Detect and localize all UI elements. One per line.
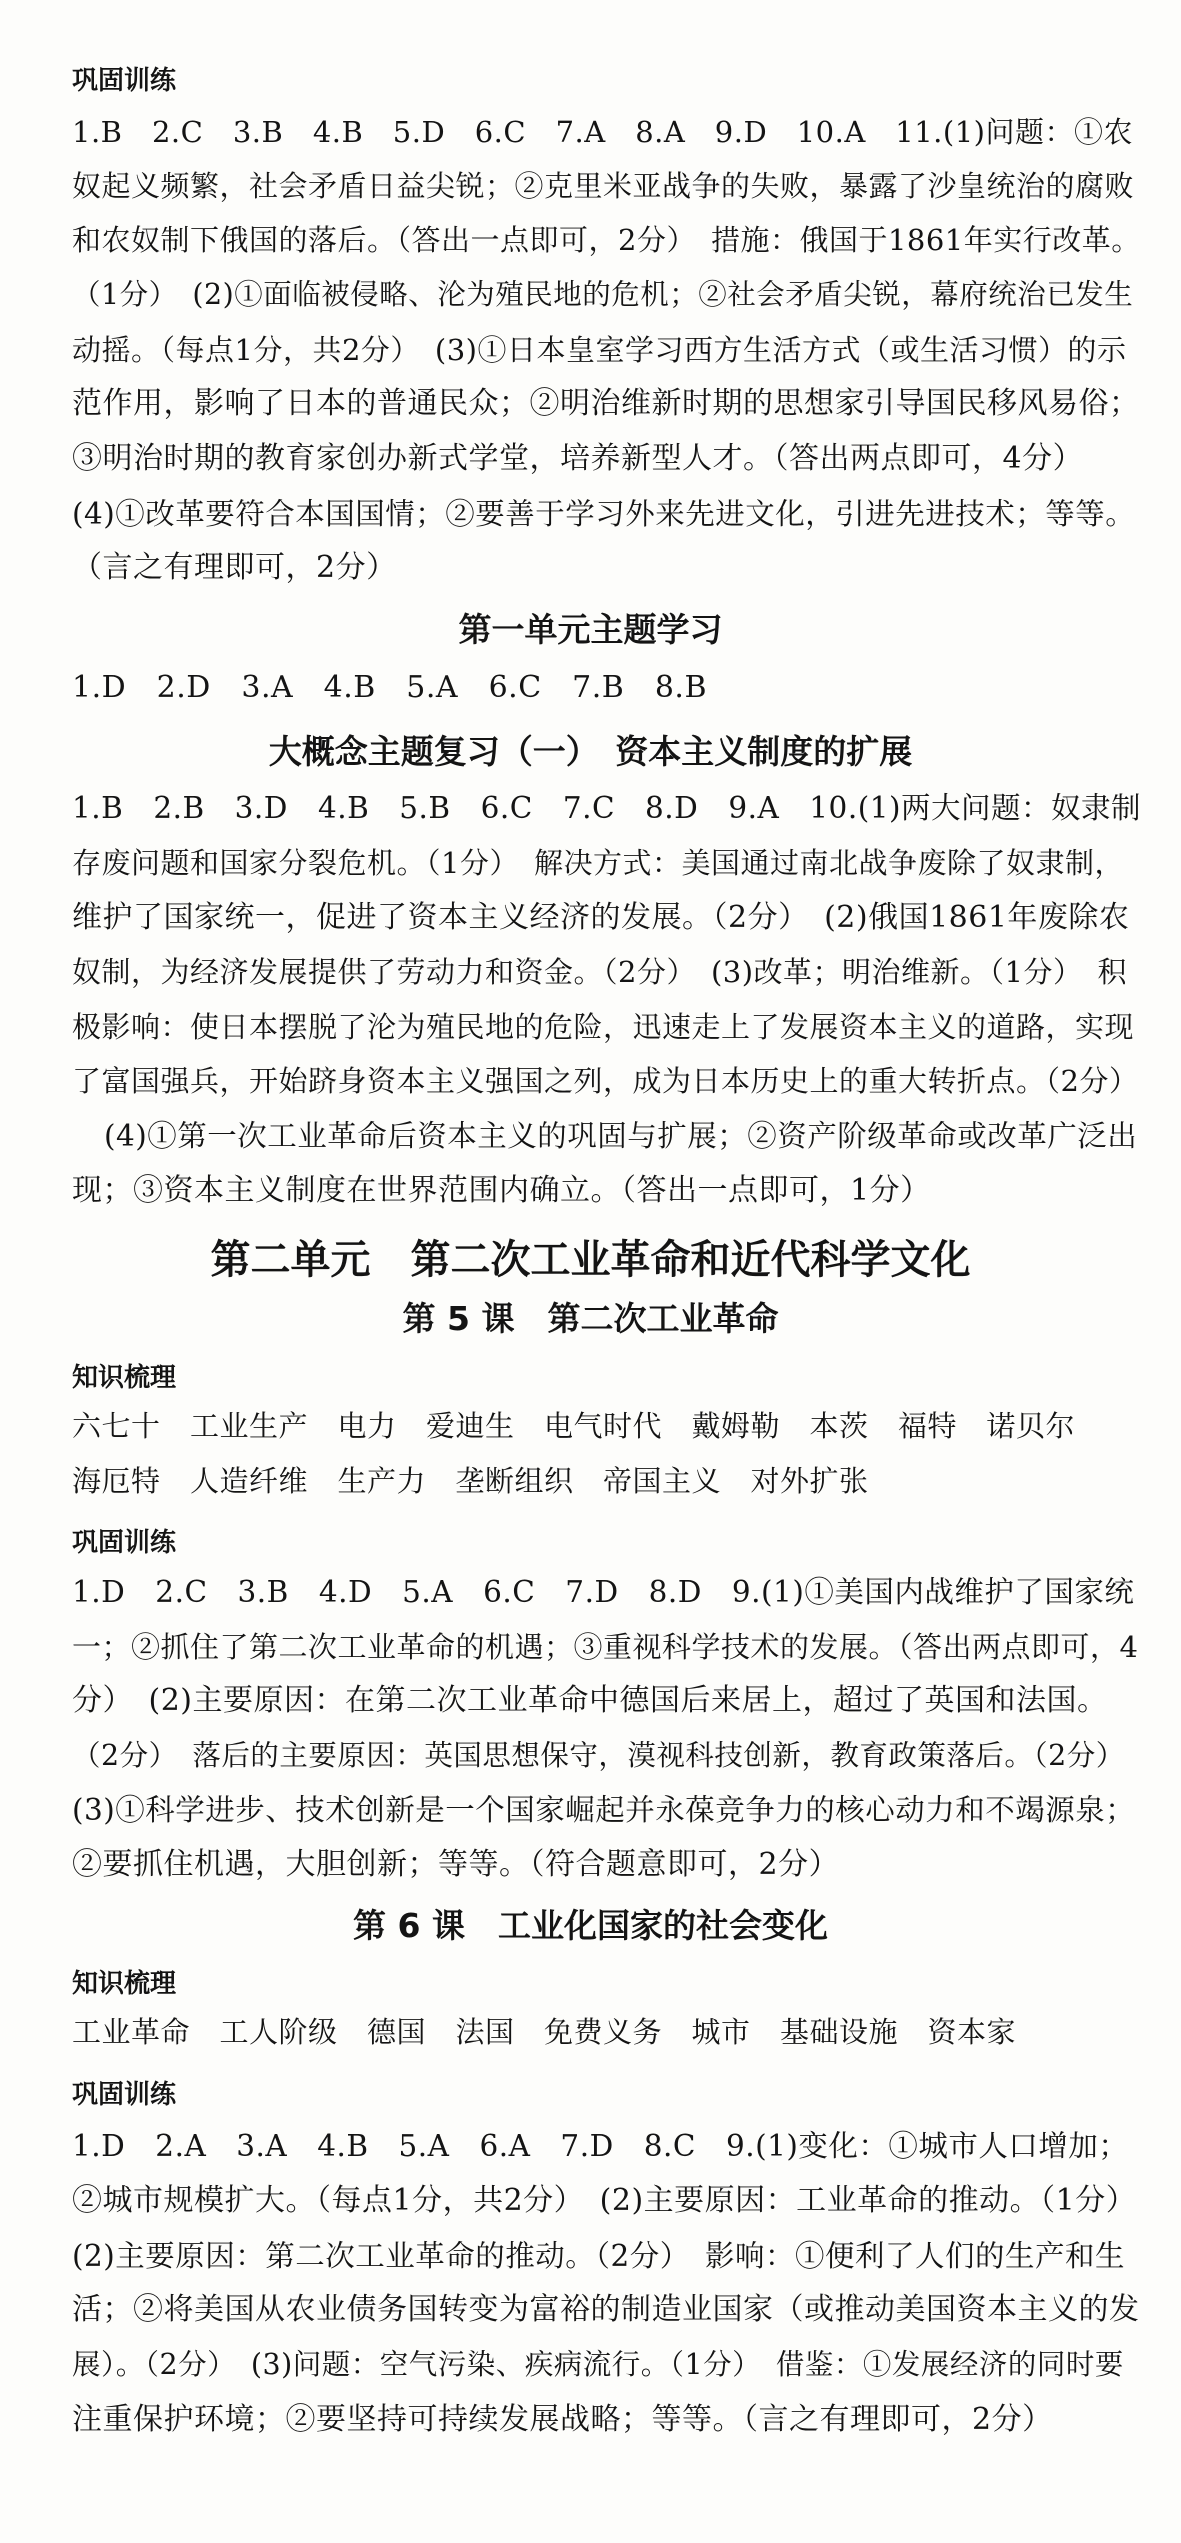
text-line: 1.B 2.B 3.D 4.B 5.B 6.C 7.C 8.D 9.A 10.(1)两大问题：奴隶制 <box>72 791 1141 825</box>
text-line: 维护了国家统一，促进了资本主义经济的发展。（2分） (2)俄国1861年废除农 <box>72 900 1130 935</box>
section-heading: 第一单元主题学习 <box>458 610 723 649</box>
section-label-practice: 巩固训练 <box>72 2080 177 2110</box>
text-line: 奴制，为经济发展提供了劳动力和资金。（2分） (3)改革；明治维新。（1分） 积 <box>72 955 1127 989</box>
text-line: 1.D 2.D 3.A 4.B 5.A 6.C 7.B 8.B <box>72 670 708 705</box>
lesson-heading: 第 6 课 工业化国家的社会变化 <box>353 1906 828 1945</box>
text-line: ②城市规模扩大。（每点1分，共2分） (2)主要原因：工业革命的推动。（1分） <box>72 2183 1137 2218</box>
section-label-practice: 巩固训练 <box>72 66 177 96</box>
terms-line: 海厄特 人造纤维 生产力 垄断组织 帝国主义 对外扩张 <box>72 1464 869 1498</box>
text-line: (2)主要原因：第二次工业革命的推动。（2分） 影响：①便利了人们的生产和生 <box>72 2239 1126 2273</box>
text-line: 了富国强兵，开始跻身资本主义强国之列，成为日本历史上的重大转折点。（2分） <box>72 1064 1139 1098</box>
lesson-heading: 第 5 课 第二次工业革命 <box>402 1299 779 1338</box>
section-label-knowledge: 知识梳理 <box>72 1363 177 1393</box>
text-line: 存废问题和国家分裂危机。（1分） 解决方式：美国通过南北战争废除了奴隶制， <box>72 846 1124 880</box>
text-line: ③明治时期的教育家创办新式学堂，培养新型人才。（答出两点即可，4分） <box>72 441 1084 476</box>
terms-line: 六七十 工业生产 电力 爱迪生 电气时代 戴姆勒 本茨 福特 诺贝尔 <box>72 1409 1076 1443</box>
text-line: 展）。（2分） (3)问题：空气污染、疾病流行。（1分） 借鉴：①发展经济的同时要 <box>72 2348 1124 2381</box>
section-label-practice: 巩固训练 <box>72 1528 177 1558</box>
text-line: 范作用，影响了日本的普通民众；②明治维新时期的思想家引导国民移风易俗； <box>72 386 1140 421</box>
text-line: 1.D 2.C 3.B 4.D 5.A 6.C 7.D 8.D 9.(1)①美国内战维护了国家统 <box>72 1575 1135 1609</box>
text-line: 1.B 2.C 3.B 4.B 5.D 6.C 7.A 8.A 9.D 10.A 11.(1)问题：①农 <box>72 115 1133 149</box>
text-line: ②要抓住机遇，大胆创新；等等。（符合题意即可，2分） <box>72 1847 840 1882</box>
text-line: （1分） (2)①面临被侵略、沦为殖民地的危机；②社会矛盾尖锐，幕府统治已发生 <box>72 278 1134 311</box>
text-line: 一；②抓住了第二次工业革命的机遇；③重视科学技术的发展。（答出两点即可，4 <box>72 1630 1139 1664</box>
text-line: (4)①改革要符合本国国情；②要善于学习外来先进文化，引进先进技术；等等。 <box>72 497 1136 531</box>
text-line: 动摇。（每点1分，共2分） (3)①日本皇室学习西方生活方式（或生活习惯）的示 <box>72 333 1127 367</box>
terms-line: 工业革命 工人阶级 德国 法国 免费义务 城市 基础设施 资本家 <box>72 2015 1017 2049</box>
text-line: （2分） 落后的主要原因：英国思想保守，漠视科技创新，教育政策落后。（2分） <box>72 1739 1125 1772</box>
text-line: (3)①科学进步、技术创新是一个国家崛起并永葆竞争力的核心动力和不竭源泉； <box>72 1793 1136 1827</box>
text-line: 活；②将美国从农业债务国转变为富裕的制造业国家（或推动美国资本主义的发 <box>72 2292 1140 2327</box>
text-line: 1.D 2.A 3.A 4.B 5.A 6.A 7.D 8.C 9.(1)变化：①城市人口增加； <box>72 2129 1129 2163</box>
text-line: 奴起义频繁，社会矛盾日益尖锐；②克里米亚战争的失败，暴露了沙皇统治的腐败 <box>72 169 1135 203</box>
section-heading: 大概念主题复习（一） 资本主义制度的扩展 <box>268 732 913 771</box>
text-line: 注重保护环境；②要坚持可持续发展战略；等等。（言之有理即可，2分） <box>72 2402 1053 2437</box>
text-line: (4)①第一次工业革命后资本主义的巩固与扩展；②资产阶级革命或改革广泛出 <box>104 1119 1138 1153</box>
text-line: （言之有理即可，2分） <box>72 550 397 585</box>
text-line: 现；③资本主义制度在世界范围内确立。（答出一点即可，1分） <box>72 1173 931 1208</box>
text-line: 极影响：使日本摆脱了沦为殖民地的危险，迅速走上了发展资本主义的道路，实现 <box>72 1010 1135 1044</box>
text-line: 分） (2)主要原因：在第二次工业革命中德国后来居上，超过了英国和法国。 <box>72 1683 1108 1718</box>
section-label-knowledge: 知识梳理 <box>72 1969 177 1999</box>
unit-title: 第二单元 第二次工业革命和近代科学文化 <box>210 1237 971 1283</box>
text-line: 和农奴制下俄国的落后。（答出一点即可，2分） 措施：俄国于1861年实行改革。 <box>72 223 1141 257</box>
